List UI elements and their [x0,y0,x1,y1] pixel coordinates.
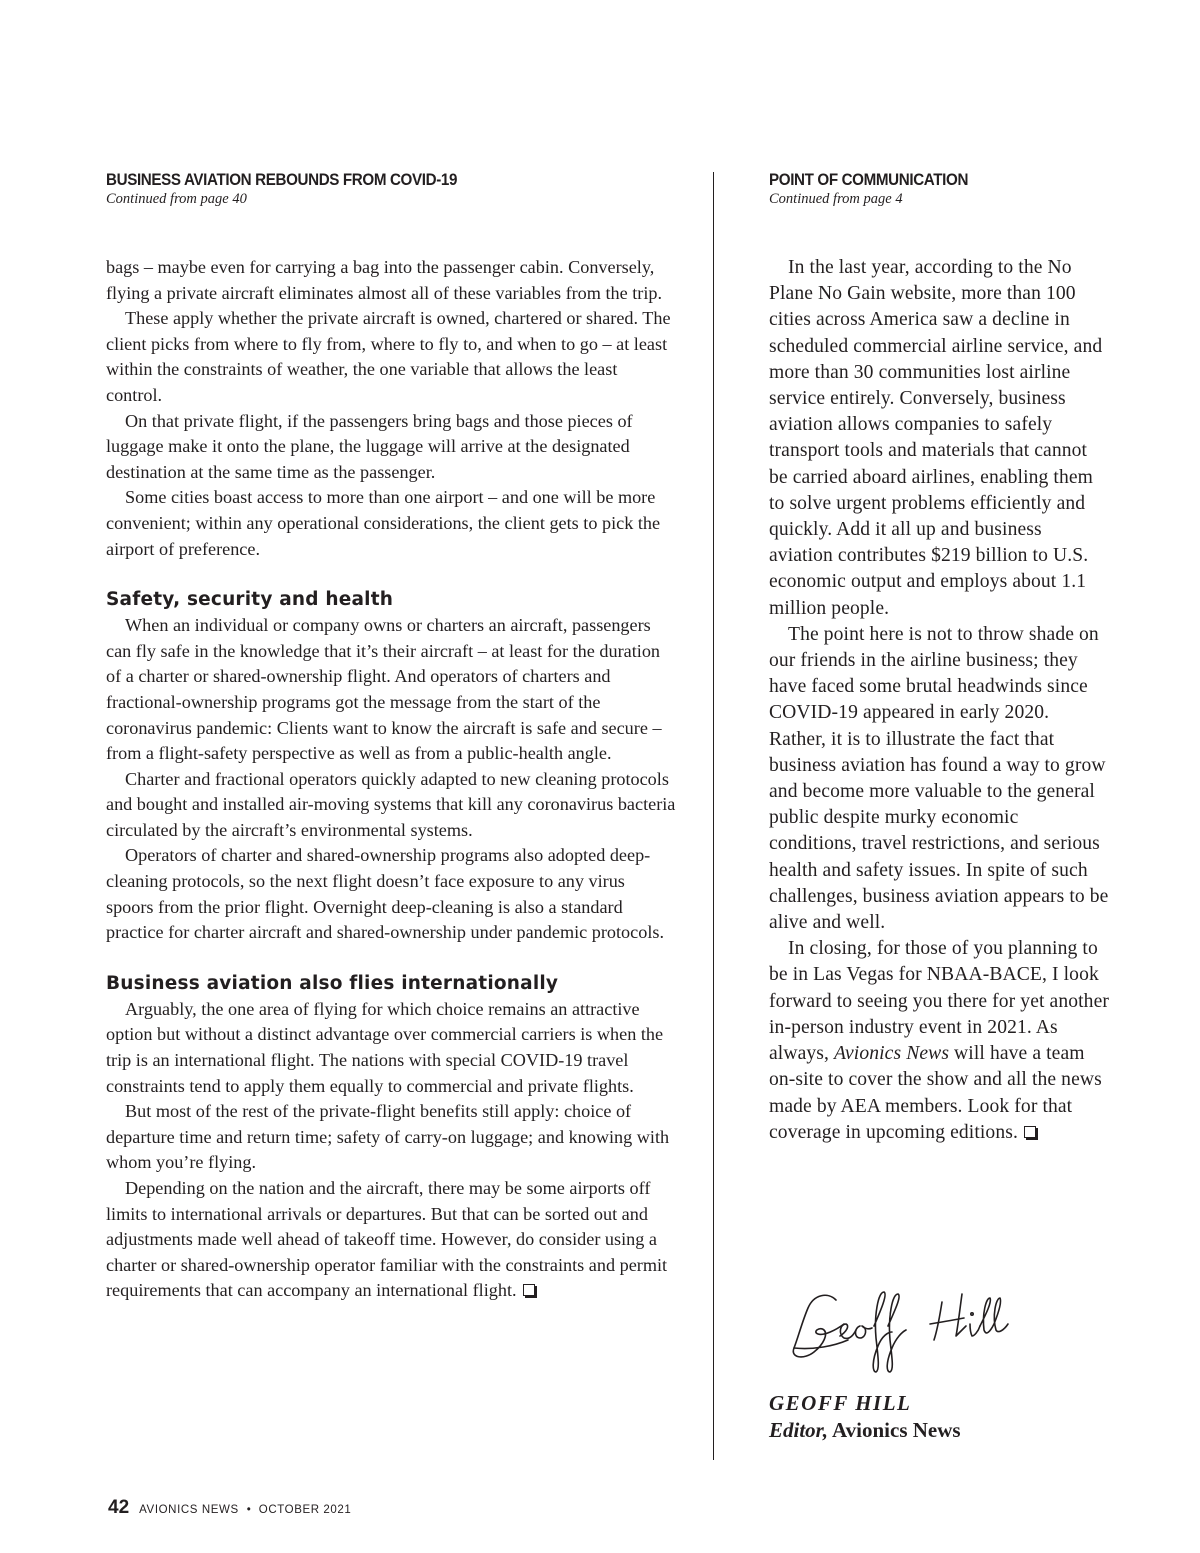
author-name: GEOFF HILL [769,1391,912,1415]
end-mark-icon [523,1284,535,1296]
author-title [769,1417,961,1443]
right-article [769,170,1109,1146]
author-role: Editor, [769,1418,828,1442]
paragraph: These apply whether the private aircraft is owned, chartered or shared. The client picks from where to fly from, where to fly to, and when to go – at least within the constraints of weather, the one variable that allows the least control. [106,308,671,405]
paragraph: The point here is not to throw shade on our friends in the airline business; they have faced some brutal headwinds since COVID-19 appeared in early 2020. Rather, it is to illustrate the fact that business aviation has found a way to grow and become more valuable to the general public despite murky economic conditions, travel restrictions, and serious health and safety issues. In spite of such challenges, business aviation appears to be alive and well. [769,623,1109,934]
paragraph-text: Depending on the nation and the aircraft, there may be some airports off limits to international arrivals or departures. But that can be sorted out and adjustments made well ahead of takeoff time. However, do consider using a charter or shared-ownership operator familiar with the constraints and permit requirements that can accompany an international flight. [106,1178,668,1301]
publication-name: Avionics News [834,1043,950,1065]
paragraph: Operators of charter and shared-ownership programs also adopted deep-cleaning protocols, so the next flight doesn’t face exposure to any virus spoors from the prior flight. Overnight deep-cleaning is also a standard practice for charter aircraft and shared-ownership under pandemic protocols. [106,845,664,943]
closing-text: will have a team on-site to cover the show and all the news made by AEA members. Look for that coverage in upcoming editions. [769,1043,1102,1143]
subhead-safety: Safety, security and health [106,589,394,611]
paragraph: Arguably, the one area of flying for which choice remains an attractive option but without a distinct advantage over commercial carriers is when the trip is an international flight. The nations with special COVID-19 travel constraints tend to apply them equally to commercial and private flights. [106,998,664,1096]
column-divider [713,172,714,1460]
left-article [106,170,676,1304]
paragraph: In the last year, according to the No Plane No Gain website, more than 100 cities across America saw a decline in scheduled commercial airline service, and more than 30 communities lost airline service entirely. Conversely, business aviation allows companies to safely transport tools and materials that cannot be carried aboard airlines, enabling them to solve urgent problems efficiently and quickly. Add it all up and business aviation contributes $219 billion to U.S. economic output and employs about 1.1 million people. [769,257,1103,619]
footer-bullet: • [246,1504,251,1516]
right-kicker: POINT OF COMMUNICATION [769,171,969,189]
paragraph: bags – maybe even for carrying a bag into the passenger cabin. Conversely, flying a private aircraft eliminates almost all of these variables from the trip. [106,257,663,303]
paragraph: Some cities boast access to more than one airport – and one will be more convenient; within any operational considerations, the client gets to pick the airport of preference. [106,487,661,559]
paragraph: But most of the rest of the private-flight benefits still apply: choice of departure time and return time; safety of carry-on luggage; and knowing with whom you’re flying. [106,1101,670,1173]
right-continued-note: Continued from page 4 [769,191,903,207]
signature-image [784,1286,1024,1376]
left-continued-note: Continued from page 40 [106,191,247,207]
paragraph: When an individual or company owns or charters an aircraft, passengers can fly safe in the knowledge that it’s their aircraft – at least for the duration of a charter or shared-ownership flight. And operators of charters and fractional-ownership programs got the message from the start of the coronavirus pandemic: Clients want to know the aircraft is safe and secure – from a flight-safety perspective as well as from a public-health angle. [106,615,662,764]
paragraph: On that private flight, if the passengers bring bags and those pieces of luggage make it onto the plane, the luggage will arrive at the designated destination at the same time as the passenger. [106,410,633,482]
page-footer [108,1497,351,1519]
footer-publication: AVIONICS NEWS [139,1504,239,1516]
paragraph-last [106,1176,676,1304]
end-mark-icon [1024,1126,1036,1138]
subhead-international: Business aviation also flies internationally [106,972,559,994]
left-article-body [106,255,676,1304]
left-kicker: BUSINESS AVIATION REBOUNDS FROM COVID-19 [106,171,458,189]
closing-paragraph [769,936,1109,1146]
paragraph: Charter and fractional operators quickly adapted to new cleaning protocols and bought and installed air-moving systems that kill any coronavirus bacteria circulated by the aircraft’s environmental systems. [106,768,676,840]
right-article-body [769,255,1109,1146]
footer-issue-date: OCTOBER 2021 [258,1504,352,1516]
closing-text: In closing, for those of you planning to be in Las Vegas for NBAA-BACE, I look forward to seeing you there for yet another in-person industry event in 2021. As always, [769,938,1109,1065]
author-publication: Avionics News [832,1418,961,1442]
page-number: 42 [108,1497,130,1518]
